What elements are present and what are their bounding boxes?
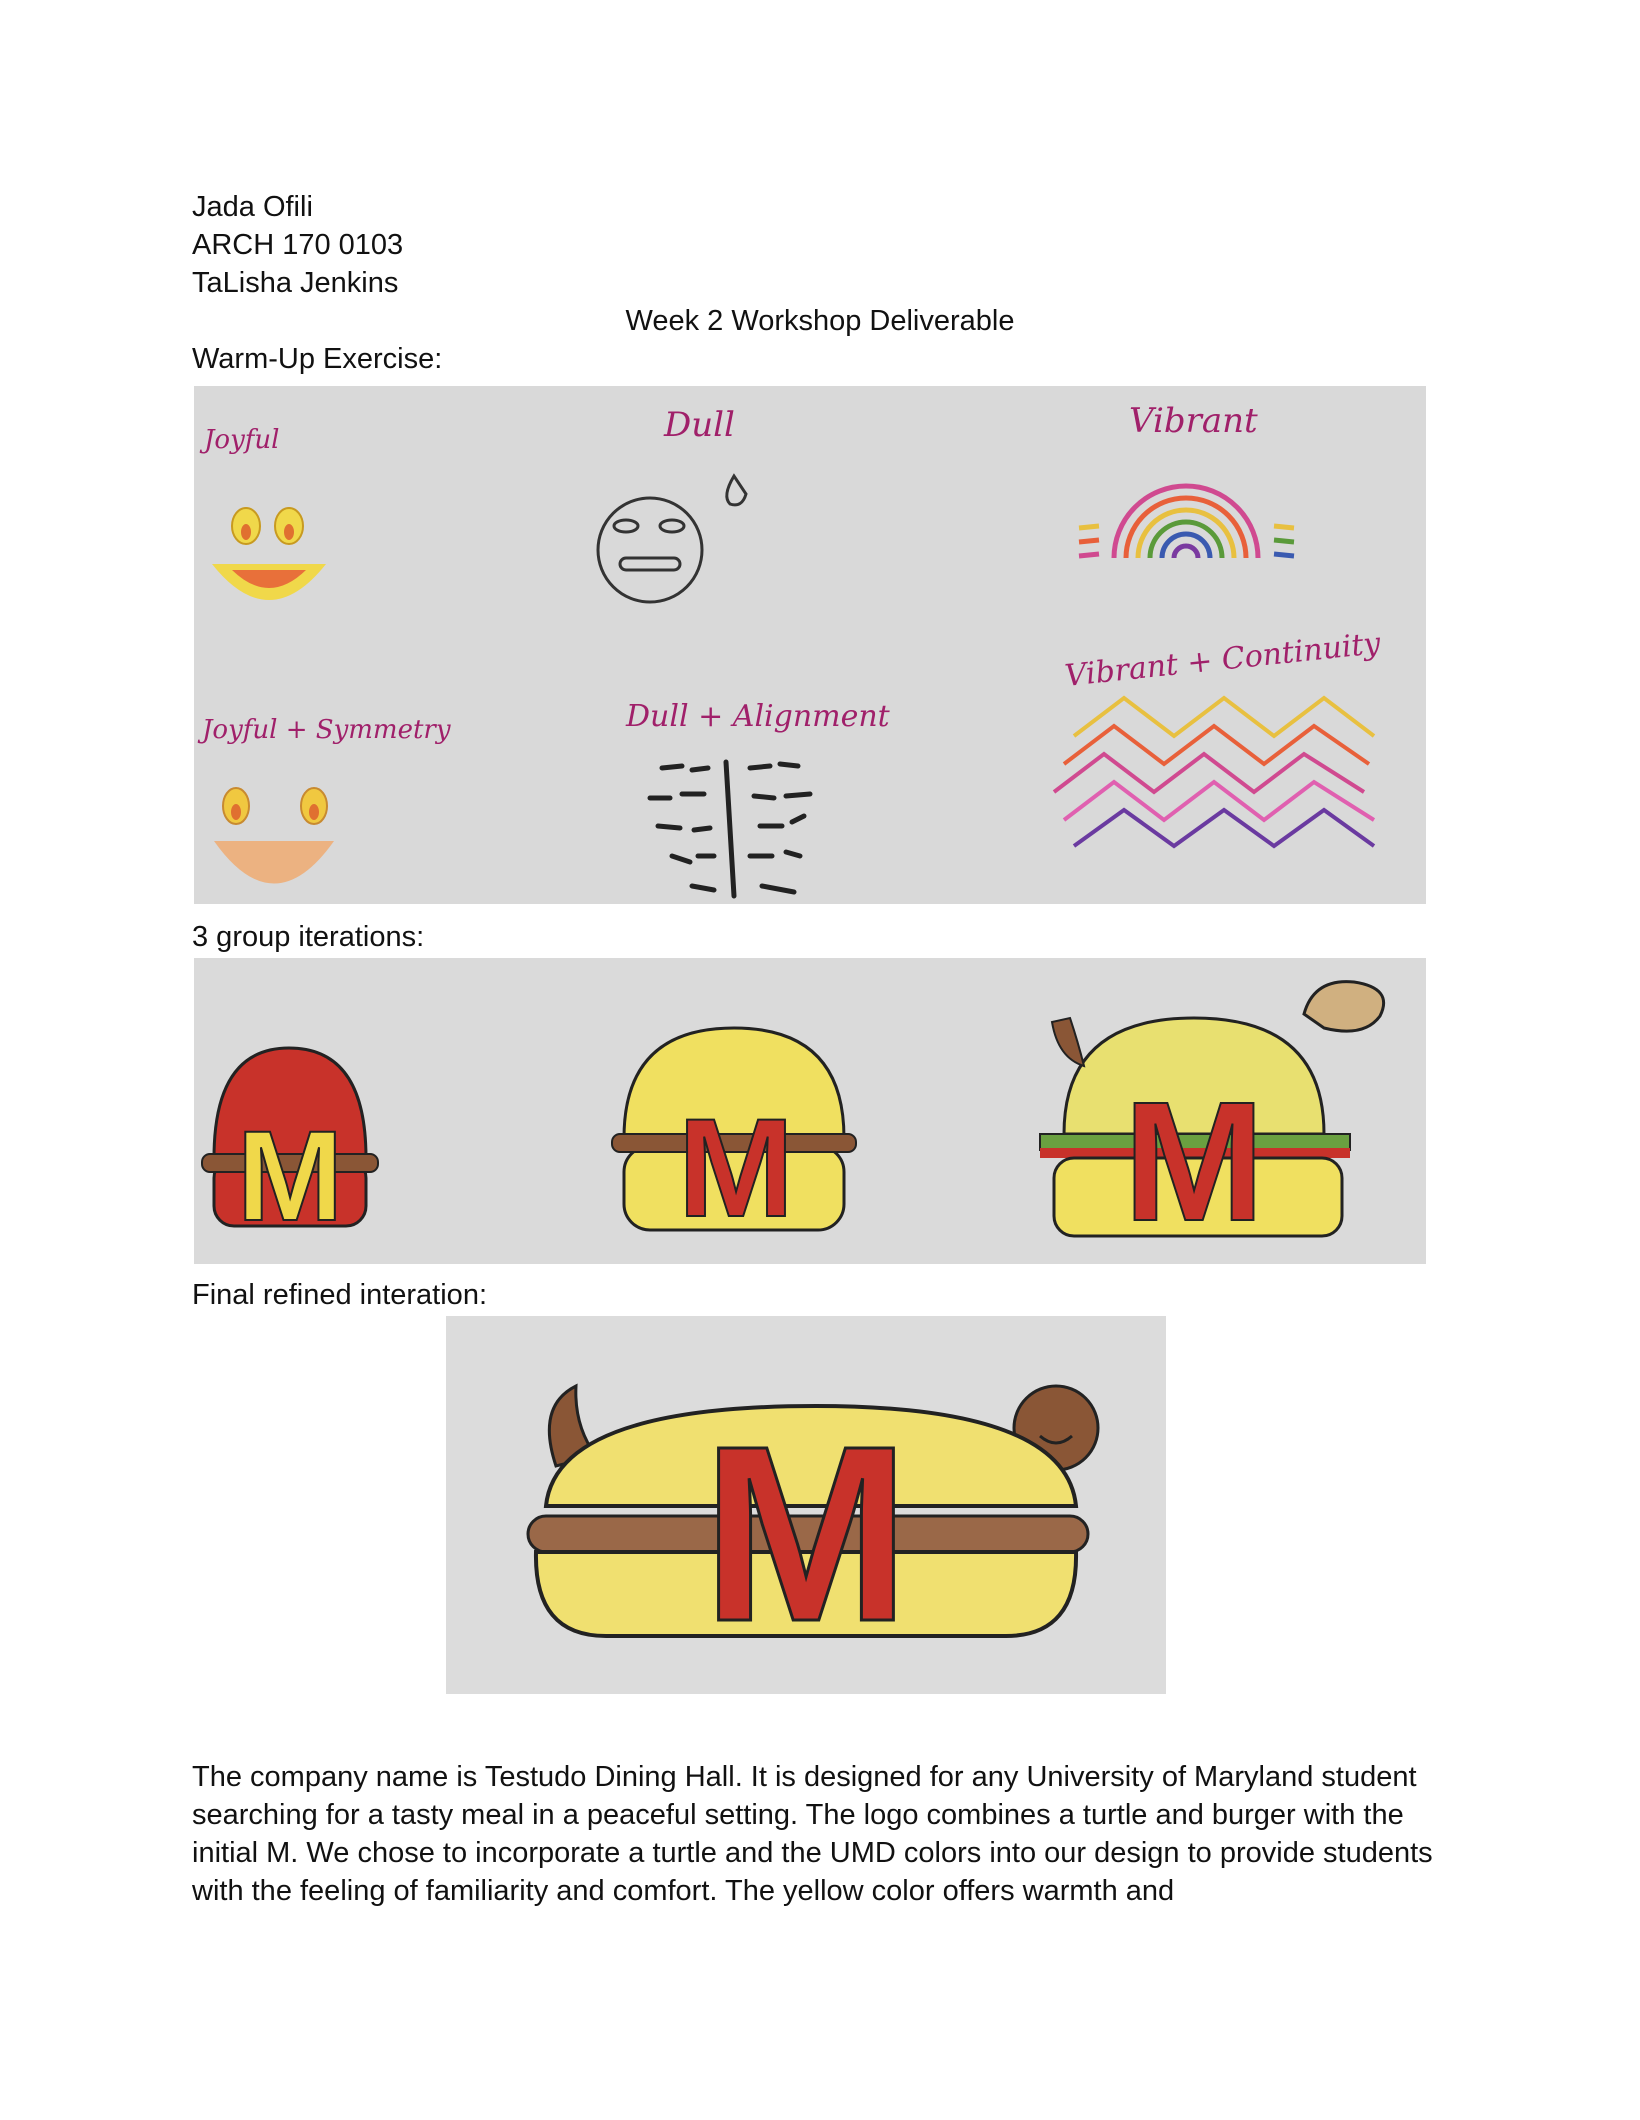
final-sketch-photo [446, 1316, 1166, 1694]
warmup-sketch-photo [194, 386, 1426, 904]
label-joyful-symmetry: Joyful + Symmetry [202, 715, 451, 745]
iterations-sketch-photo [194, 958, 1426, 1264]
final-heading: Final refined interation: [192, 1279, 487, 1311]
course-code: ARCH 170 0103 [192, 229, 404, 261]
label-vibrant-continuity: Vibrant + Continuity [1063, 626, 1383, 694]
final-sketch [446, 1316, 1166, 1694]
label-dull: Dull [664, 405, 735, 445]
page-title: Week 2 Workshop Deliverable [625, 305, 1015, 337]
iteration-2-drawing [612, 1028, 856, 1246]
warmup-heading: Warm-Up Exercise: [192, 343, 443, 375]
label-dull-alignment: Dull + Alignment [626, 699, 890, 734]
iterations-sketch [194, 958, 1426, 1264]
warmup-sketch [194, 386, 1426, 904]
description-paragraph: The company name is Testudo Dining Hall. It is designed for any University of Maryland student searching for a tasty meal in a peaceful setting. The logo combines a turtle and burger with the initial M. We chose to incorporate a turtle and the UMD colors into our design to provide students with the feeling of familiarity and comfort. The yellow color offers warmth and [192, 1761, 1433, 1907]
iterations-heading: 3 group iterations: [192, 921, 425, 953]
iteration-1-letter: M [236, 1105, 344, 1248]
label-joyful: Joyful [204, 425, 280, 455]
instructor-name: TaLisha Jenkins [192, 267, 399, 299]
final-letter: M [701, 1394, 911, 1673]
iteration-3-letter: M [1123, 1067, 1265, 1257]
iteration-2-letter: M [677, 1089, 795, 1246]
student-name: Jada Ofili [192, 191, 313, 223]
label-vibrant: Vibrant [1129, 401, 1258, 441]
